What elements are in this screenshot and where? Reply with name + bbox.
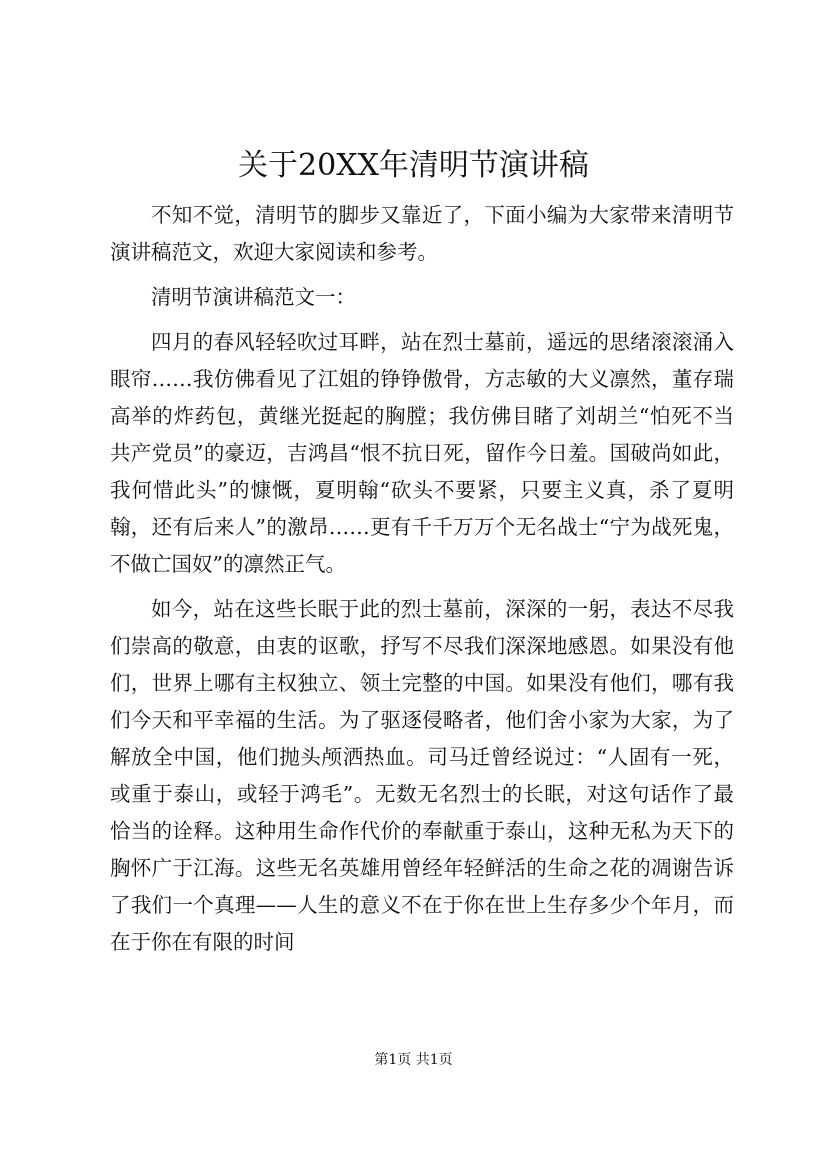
page-footer: 第1页 共1页 bbox=[374, 1052, 453, 1068]
paragraph-today: 如今，站在这些长眠于此的烈士墓前，深深的一躬，表达不尽我们崇高的敬意，由衷的讴歌，抒写不尽我们深深地感恩。如果没有他们，世界上哪有主权独立、领土完整的中国。如果没有他们，哪有我们今天和平幸福的生活。为了驱逐侵略者，他们舍小家为大家，为了解放全中国，他们抛头颅洒热血。司马迁曾经说过：“人固有一死，或重于泰山，或轻于鸿毛”。无数无名烈士的长眠，对这句话作了最恰当的诠释。这种用生命作代价的奉献重于泰山，这种无私为天下的胸怀广于江海。这些无名英雄用曾经年轻鲜活的生命之花的凋谢告诉了我们一个真理——人生的意义不在于你在世上生存多少个年月，而在于你在有限的时间 bbox=[110, 597, 734, 954]
document-body bbox=[110, 197, 734, 961]
document-title: 关于20XX年清明节演讲稿 bbox=[238, 148, 589, 183]
paragraph-section-heading: 清明节演讲稿范文一： bbox=[151, 285, 356, 309]
paragraph-intro: 不知不觉，清明节的脚步又靠近了，下面小编为大家带来清明节演讲稿范文，欢迎大家阅读和参考。 bbox=[110, 203, 734, 264]
paragraph-april-wind: 四月的春风轻轻吹过耳畔，站在烈士墓前，遥远的思绪滚滚涌入眼帘……我仿佛看见了江姐的铮铮傲骨，方志敏的大义凛然，董存瑞高举的炸药包，黄继光挺起的胸膛；我仿佛目睹了刘胡兰“怕死不当共产党员”的豪迈，吉鸿昌“恨不抗日死，留作今日羞。国破尚如此，我何惜此头”的慷慨，夏明翰“砍头不要紧，只要主义真，杀了夏明翰，还有后来人”的激昂……更有千千万万个无名战士“宁为战死鬼，不做亡国奴”的凛然正气。 bbox=[110, 330, 734, 576]
